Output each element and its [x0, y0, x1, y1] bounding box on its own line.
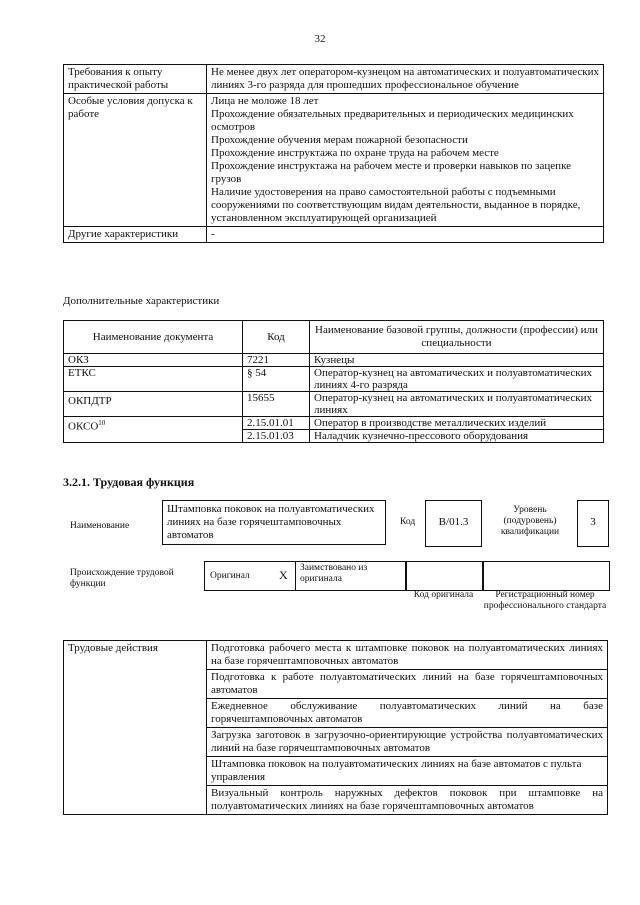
table-row — [64, 641, 608, 670]
specialty-cell: Оператор-кузнец на автоматических и полуавтоматических линиях — [310, 392, 604, 417]
requirement-line: Наличие удостоверения на право самостоятельной работы с подъемными сооружениями по соответствующим видам деятельности, выданное в порядке, установленном эксплуатирующей организацией — [211, 186, 581, 224]
requirements-table — [63, 64, 604, 243]
code-cell: § 54 — [243, 367, 310, 392]
code-cell: 15655 — [243, 392, 310, 417]
column-header: Код — [243, 321, 310, 354]
column-header: Наименование документа — [64, 321, 243, 354]
code-cell: 2.15.01.03 — [243, 430, 310, 443]
action-item: Подготовка к работе полуавтоматических линий на базе горячештамповочных автоматов — [207, 670, 608, 699]
code-original-label: Код оригинала — [413, 590, 474, 600]
borrowed-box — [295, 561, 407, 591]
document-name: ОКЗ — [68, 354, 89, 366]
column-header: Наименование базовой группы, должности (профессии) или специальности — [310, 321, 604, 354]
level-value-box — [577, 500, 609, 547]
specialty-cell: Оператор-кузнец на автоматических и полуавтоматических линиях 4-го разряда — [310, 367, 604, 392]
specialty-cell: Наладчик кузнечно-прессового оборудования — [310, 430, 604, 443]
requirement-line: Прохождение инструктажа по охране труда на рабочем месте — [211, 147, 499, 159]
requirement-line: Лица не моложе 18 лет — [211, 95, 319, 107]
action-item: Загрузка заготовок в загрузочно-ориентирующие устройства полуавтоматических линий на базе горячештамповочных автоматов — [207, 728, 608, 757]
requirement-line: Прохождение обучения мерам пожарной безопасности — [211, 134, 468, 146]
borrowed-label: Заимствовано из оригинала — [300, 563, 368, 584]
function-code-box — [425, 500, 482, 547]
specialty-cell: Оператор в производстве металлических изделий — [310, 417, 604, 430]
footnote-mark: 10 — [98, 419, 106, 427]
reg-number-label: Регистрационный номер профессионального стандарта — [483, 590, 607, 611]
table-row — [64, 417, 604, 430]
table-header-row — [64, 321, 604, 354]
document-name: ЕТКС — [68, 367, 96, 379]
requirement-value — [207, 227, 604, 243]
requirement-label: Особые условия допуска к работе — [64, 94, 207, 227]
requirement-line: Прохождение инструктажа на рабочем месте и проверки навыков по зацепке грузов — [211, 160, 572, 185]
document-cell — [64, 367, 243, 392]
document-cell — [64, 354, 243, 367]
section-title: Дополнительные характеристики — [63, 295, 220, 307]
additional-characteristics-table — [63, 320, 604, 443]
requirement-value — [207, 65, 604, 94]
requirement-line: Не менее двух лет оператором-кузнецом на автоматических и полуавтоматических линиях 3-го разряда для прошедших профессиональное обучение — [211, 66, 600, 91]
table-row — [64, 367, 604, 392]
page-number: 32 — [314, 33, 326, 45]
specialty-cell: Кузнецы — [310, 354, 604, 367]
action-item: Штамповка поковок на полуавтоматических линиях на базе автоматов с пульта управления — [207, 757, 608, 786]
original-box — [204, 561, 296, 591]
table-row — [64, 94, 604, 227]
origin-label: Происхождение трудовой функции — [70, 568, 174, 589]
function-name-box — [162, 500, 386, 545]
code-cell: 2.15.01.01 — [243, 417, 310, 430]
action-item: Подготовка рабочего места к штамповке поковок на полуавтоматических линиях на базе горячештамповочных автоматов — [207, 641, 608, 670]
document-cell — [64, 417, 243, 443]
requirement-label: Другие характеристики — [64, 227, 207, 243]
action-item: Ежедневное обслуживание полуавтоматических линий на базе горячештамповочных автоматов — [207, 699, 608, 728]
original-mark: X — [279, 568, 288, 582]
level-value: 3 — [590, 516, 596, 528]
name-label: Наименование — [70, 521, 130, 531]
document-cell — [64, 392, 243, 417]
code-original-box — [405, 561, 484, 591]
code-label: Код — [400, 517, 416, 527]
function-heading: 3.2.1. Трудовая функция — [63, 475, 195, 489]
table-row — [64, 65, 604, 94]
level-label: Уровень (подуровень) квалификации — [500, 505, 560, 537]
action-item: Визуальный контроль наружных дефектов поковок при штамповке на полуавтоматических линиях на базе горячештамповочных автоматов — [207, 786, 608, 815]
requirement-line: Прохождение обязательных предварительных и периодических медицинских осмотров — [211, 108, 574, 133]
function-code-value: B/01.3 — [438, 516, 469, 528]
function-name-value: Штамповка поковок на полуавтоматических линиях на базе горячештамповочных автоматов — [167, 503, 375, 541]
actions-label: Трудовые действия — [64, 641, 207, 815]
requirement-line: - — [211, 228, 215, 240]
requirement-value — [207, 94, 604, 227]
code-cell: 7221 — [243, 354, 310, 367]
original-label: Оригинал — [210, 571, 250, 581]
requirement-label: Требования к опыту практической работы — [64, 65, 207, 94]
table-row — [64, 227, 604, 243]
document-name: ОКПДТР — [68, 395, 112, 407]
labor-actions-table — [63, 640, 608, 815]
table-row — [64, 354, 604, 367]
document-name: ОКСО — [68, 420, 99, 433]
reg-number-box — [482, 561, 610, 591]
table-row — [64, 392, 604, 417]
